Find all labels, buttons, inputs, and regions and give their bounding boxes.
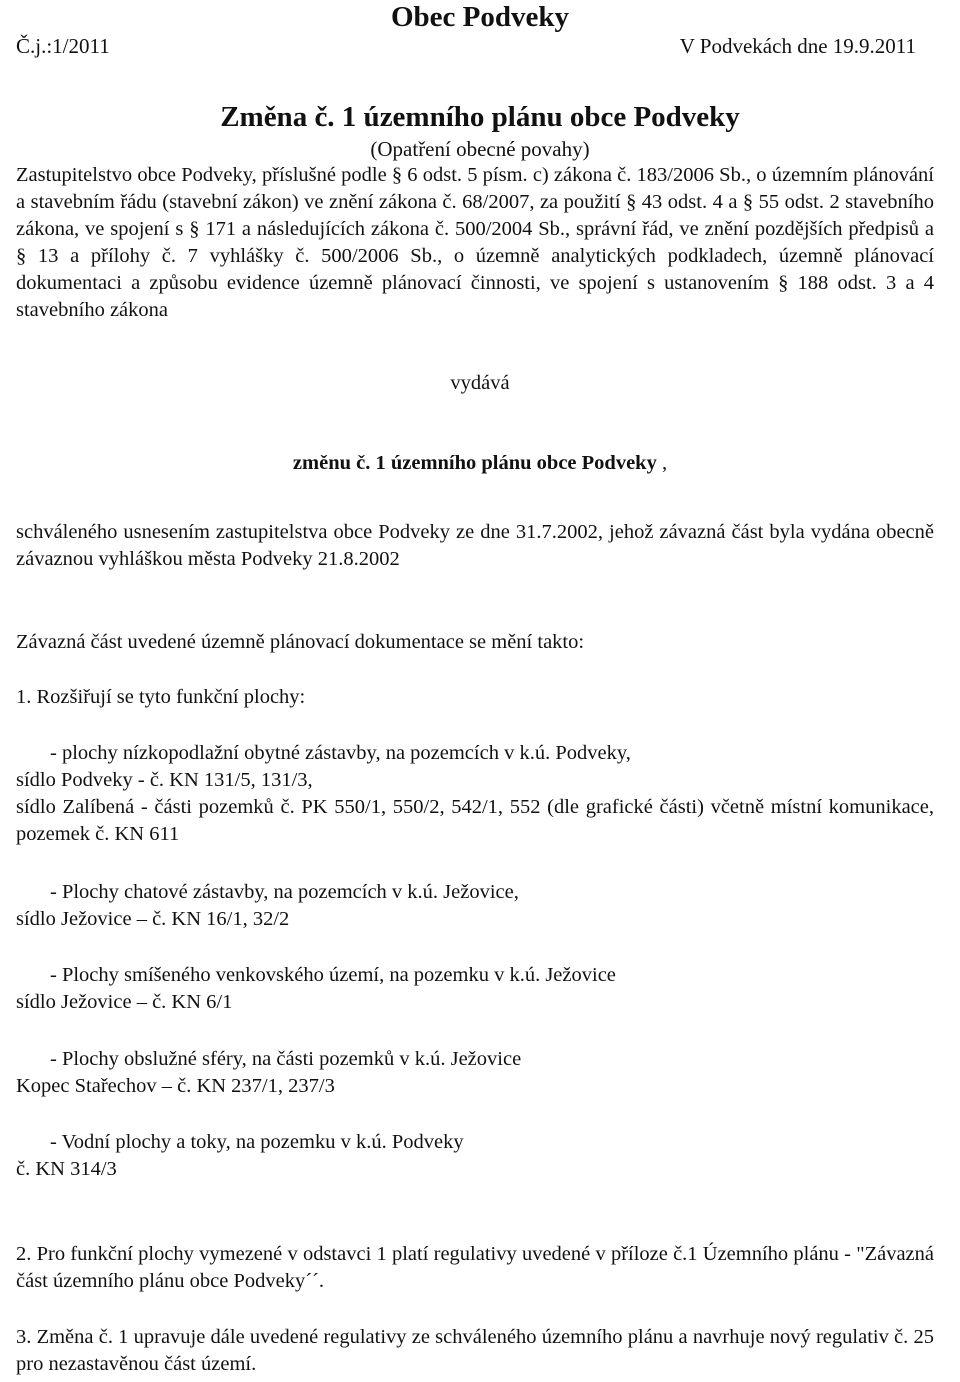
document-title: Změna č. 1 územního plánu obce Podveky	[220, 101, 740, 133]
issues-word: vydává	[450, 372, 510, 394]
list-item-first-line: - Plochy smíšeného venkovského území, na pozemku v k.ú. Ježovice	[50, 964, 616, 986]
list-item	[16, 879, 934, 933]
reference-line	[16, 33, 916, 60]
list-item-line: sídlo Podveky - č. KN 131/5, 131/3,	[16, 769, 313, 791]
section-2-paragraph: 2. Pro funkční plochy vymezené v odstavci 1 platí regulativy uvedené v příloze č.1 Územního plánu - "Závazná část územního plánu obce Podveky´´.	[16, 1243, 934, 1292]
list-item-line: sídlo Zalíbená - části pozemků č. PK 550/1, 550/2, 542/1, 552 (dle grafické části) včetně místní komunikace, pozemek č. KN 611	[16, 796, 934, 845]
list-item-first-line: - Vodní plochy a toky, na pozemku v k.ú. Podveky	[50, 1131, 464, 1153]
intro-paragraph: Zastupitelstvo obce Podveky, příslušné podle § 6 odst. 5 písm. c) zákona č. 183/2006 Sb., o územním plánování a stavebním řádu (stavební zákon) ve znění zákona č. 68/2007, za použití § 43 odst. 4 a § 55 odst. 2 stavebního zákona, ve spojení s § 171 a následujících zákona č. 500/2004 Sb., správní řád, ve znění pozdějších předpisů a § 13 a přílohy č. 7 vyhlášky č. 500/2006 Sb., o územně analytických podkladech, územně plánovací dokumentaci a způsobu evidence územně plánovací činnosti, ve spojení s ustanovením § 188 odst. 3 a 4 stavebního zákona	[16, 164, 934, 321]
list-item-first-line: - Plochy obslužné sféry, na části pozemků v k.ú. Ježovice	[50, 1048, 522, 1070]
list-item	[16, 962, 934, 1016]
list-item-line: sídlo Ježovice – č. KN 16/1, 32/2	[16, 908, 290, 930]
document-subtitle: (Opatření obecné povahy)	[370, 137, 590, 161]
section-1-heading: 1. Rozšiřují se tyto funkční plochy:	[16, 686, 306, 708]
list-item	[16, 1046, 934, 1100]
list-item-line: Kopec Stařechov – č. KN 237/1, 237/3	[16, 1075, 335, 1097]
list-item	[16, 1129, 934, 1183]
change-suffix: ,	[656, 452, 668, 474]
list-item	[16, 740, 934, 848]
list-item-first-line: - Plochy chatové zástavby, na pozemcích v k.ú. Ježovice,	[50, 881, 519, 903]
place-date: V Podvekách dne 19.9.2011	[679, 34, 916, 58]
approved-paragraph: schváleného usnesením zastupitelstva obce Podveky ze dne 31.7.2002, jehož závazná část byla vydána obecně závaznou vyhláškou města Podveky 21.8.2002	[16, 521, 934, 570]
section-3-paragraph: 3. Změna č. 1 upravuje dále uvedené regulativy ze schváleného územního plánu a navrhuje nový regulativ č. 25 pro nezastavěnou část území.	[16, 1326, 934, 1375]
municipality-title: Obec Podveky	[390, 1, 570, 33]
reference-number: Č.j.:1/2011	[16, 34, 110, 58]
binding-part-line: Závazná část uvedené územně plánovací dokumentace se mění takto:	[16, 631, 585, 653]
change-label: změnu č. 1 územního plánu obce Podveky	[292, 452, 657, 474]
change-heading	[0, 450, 960, 477]
list-item-line: č. KN 314/3	[16, 1158, 117, 1180]
list-item-line: sídlo Ježovice – č. KN 6/1	[16, 991, 233, 1013]
list-item-first-line: - plochy nízkopodlažní obytné zástavby, na pozemcích v k.ú. Podveky,	[50, 742, 631, 764]
